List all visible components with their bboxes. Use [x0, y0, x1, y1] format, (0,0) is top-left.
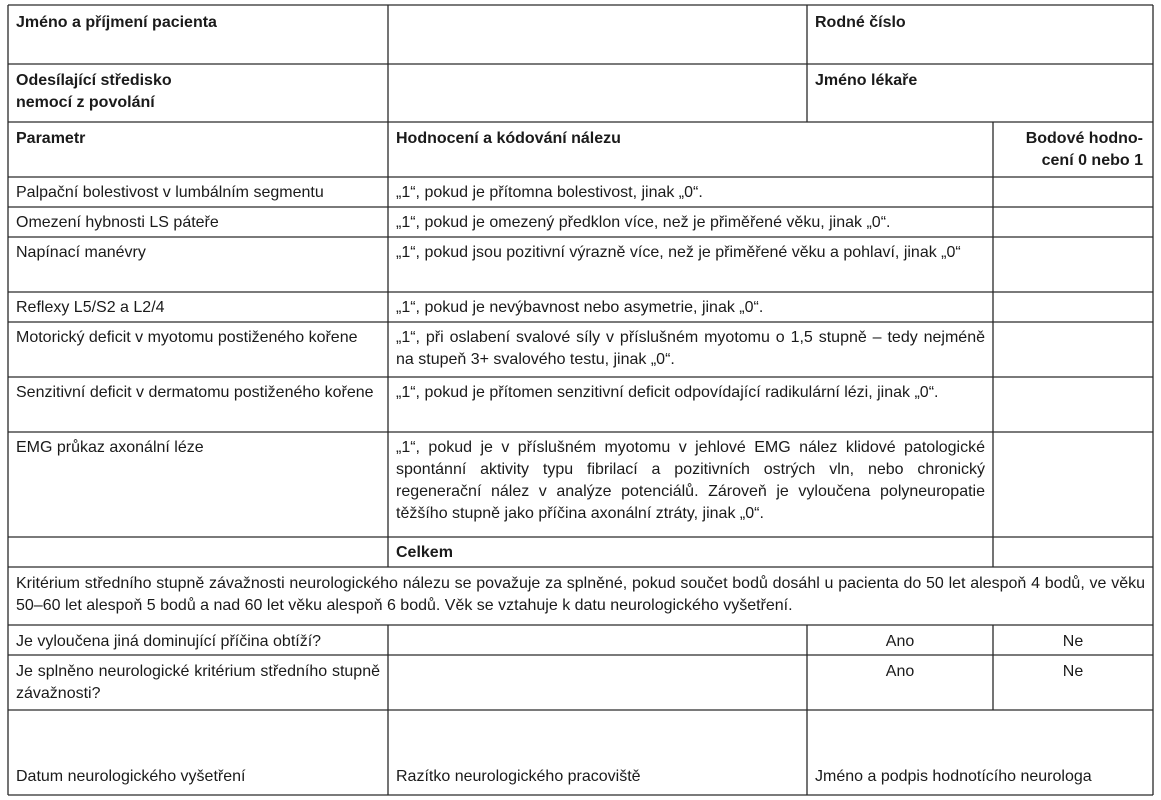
- row-evaluation: „1“, pokud je v příslušném myotomu v jehlové EMG nález klidové patologické spontánní aktivity typu fibrilací a pozitivních ostrých vln, nebo chronický regenerační nález v analýze potenciálů. Zároveň je vyloučena polyneuropatie těžšího stupně jako příčina axonální ztráty, jinak „0“.: [396, 439, 985, 522]
- total-score-cell[interactable]: [993, 537, 1153, 567]
- signature-label: Jméno a podpis hodnotícího neurologa: [815, 768, 1092, 785]
- referring-center-label: Odesílající středisko nemocí z povolání: [16, 72, 172, 111]
- row-parameter: Palpační bolestivost v lumbálním segmentu: [16, 184, 324, 201]
- score-cell[interactable]: [993, 177, 1153, 207]
- row-parameter: Senzitivní deficit v dermatomu postiženého kořene: [16, 384, 374, 401]
- option-ne[interactable]: Ne: [1062, 633, 1084, 650]
- score-cell[interactable]: [993, 377, 1153, 432]
- row-parameter: EMG průkaz axonální léze: [16, 439, 204, 456]
- row-parameter: Motorický deficit v myotomu postiženého kořene: [16, 329, 358, 346]
- row-parameter: Omezení hybnosti LS páteře: [16, 214, 219, 231]
- row-evaluation: „1“, pokud je omezený předklon více, než je přiměřené věku, jinak „0“.: [396, 214, 891, 231]
- row-evaluation: „1“, pokud je přítomen senzitivní deficit odpovídající radikulární lézi, jinak „0“.: [396, 384, 939, 401]
- score-cell[interactable]: [993, 432, 1153, 537]
- stamp-label: Razítko neurologického pracoviště: [396, 768, 641, 785]
- row-evaluation: „1“, pokud je nevýbavnost nebo asymetrie, jinak „0“.: [396, 299, 764, 316]
- exam-date-label: Datum neurologického vyšetření: [16, 768, 246, 785]
- column-header-parameter: Parametr: [16, 130, 86, 147]
- doctor-name-label: Jméno lékaře: [815, 72, 918, 89]
- answer-field[interactable]: [388, 625, 807, 655]
- option-ano[interactable]: Ano: [885, 663, 915, 680]
- row-evaluation: „1“, při oslabení svalové síly v příslušném myotomu o 1,5 stupně – tedy nejméně na stupeň 3+ svalového testu, jinak „0“.: [396, 329, 985, 368]
- row-parameter: Reflexy L5/S2 a L2/4: [16, 299, 165, 316]
- column-header-evaluation: Hodnocení a kódování nálezu: [396, 130, 621, 147]
- referring-center-field[interactable]: [388, 64, 807, 122]
- row-evaluation: „1“, pokud je přítomna bolestivost, jinak „0“.: [396, 184, 703, 201]
- total-label: Celkem: [396, 544, 453, 561]
- birth-number-label: Rodné číslo: [815, 14, 906, 31]
- question-other-cause: Je vyloučena jiná dominující příčina obtíží?: [16, 633, 322, 650]
- patient-name-label: Jméno a příjmení pacienta: [16, 14, 217, 31]
- patient-name-field[interactable]: [388, 5, 807, 64]
- score-cell[interactable]: [993, 292, 1153, 322]
- row-parameter: Napínací manévry: [16, 244, 146, 261]
- score-cell[interactable]: [993, 207, 1153, 237]
- answer-field[interactable]: [388, 655, 807, 710]
- criterion-note: Kritérium středního stupně závažnosti neurologického nálezu se považuje za splněné, pokud součet bodů dosáhl u pacienta do 50 let alespoň 4 bodů, ve věku 50–60 let alespoň 5 bodů a nad 60 let věku alespoň 6 bodů. Věk se vztahuje k datu neurologického vyšetření.: [16, 575, 1145, 614]
- question-neuro-criterion: Je splněno neurologické kritérium středního stupně závažnosti?: [16, 663, 380, 702]
- option-ne[interactable]: Ne: [1062, 663, 1084, 680]
- option-ano[interactable]: Ano: [885, 633, 915, 650]
- row-evaluation: „1“, pokud jsou pozitivní výrazně více, než je přiměřené věku a pohlaví, jinak „0“: [396, 244, 961, 261]
- column-header-score: Bodové hodno-cení 0 nebo 1: [1025, 130, 1143, 169]
- score-cell[interactable]: [993, 322, 1153, 377]
- score-cell[interactable]: [993, 237, 1153, 292]
